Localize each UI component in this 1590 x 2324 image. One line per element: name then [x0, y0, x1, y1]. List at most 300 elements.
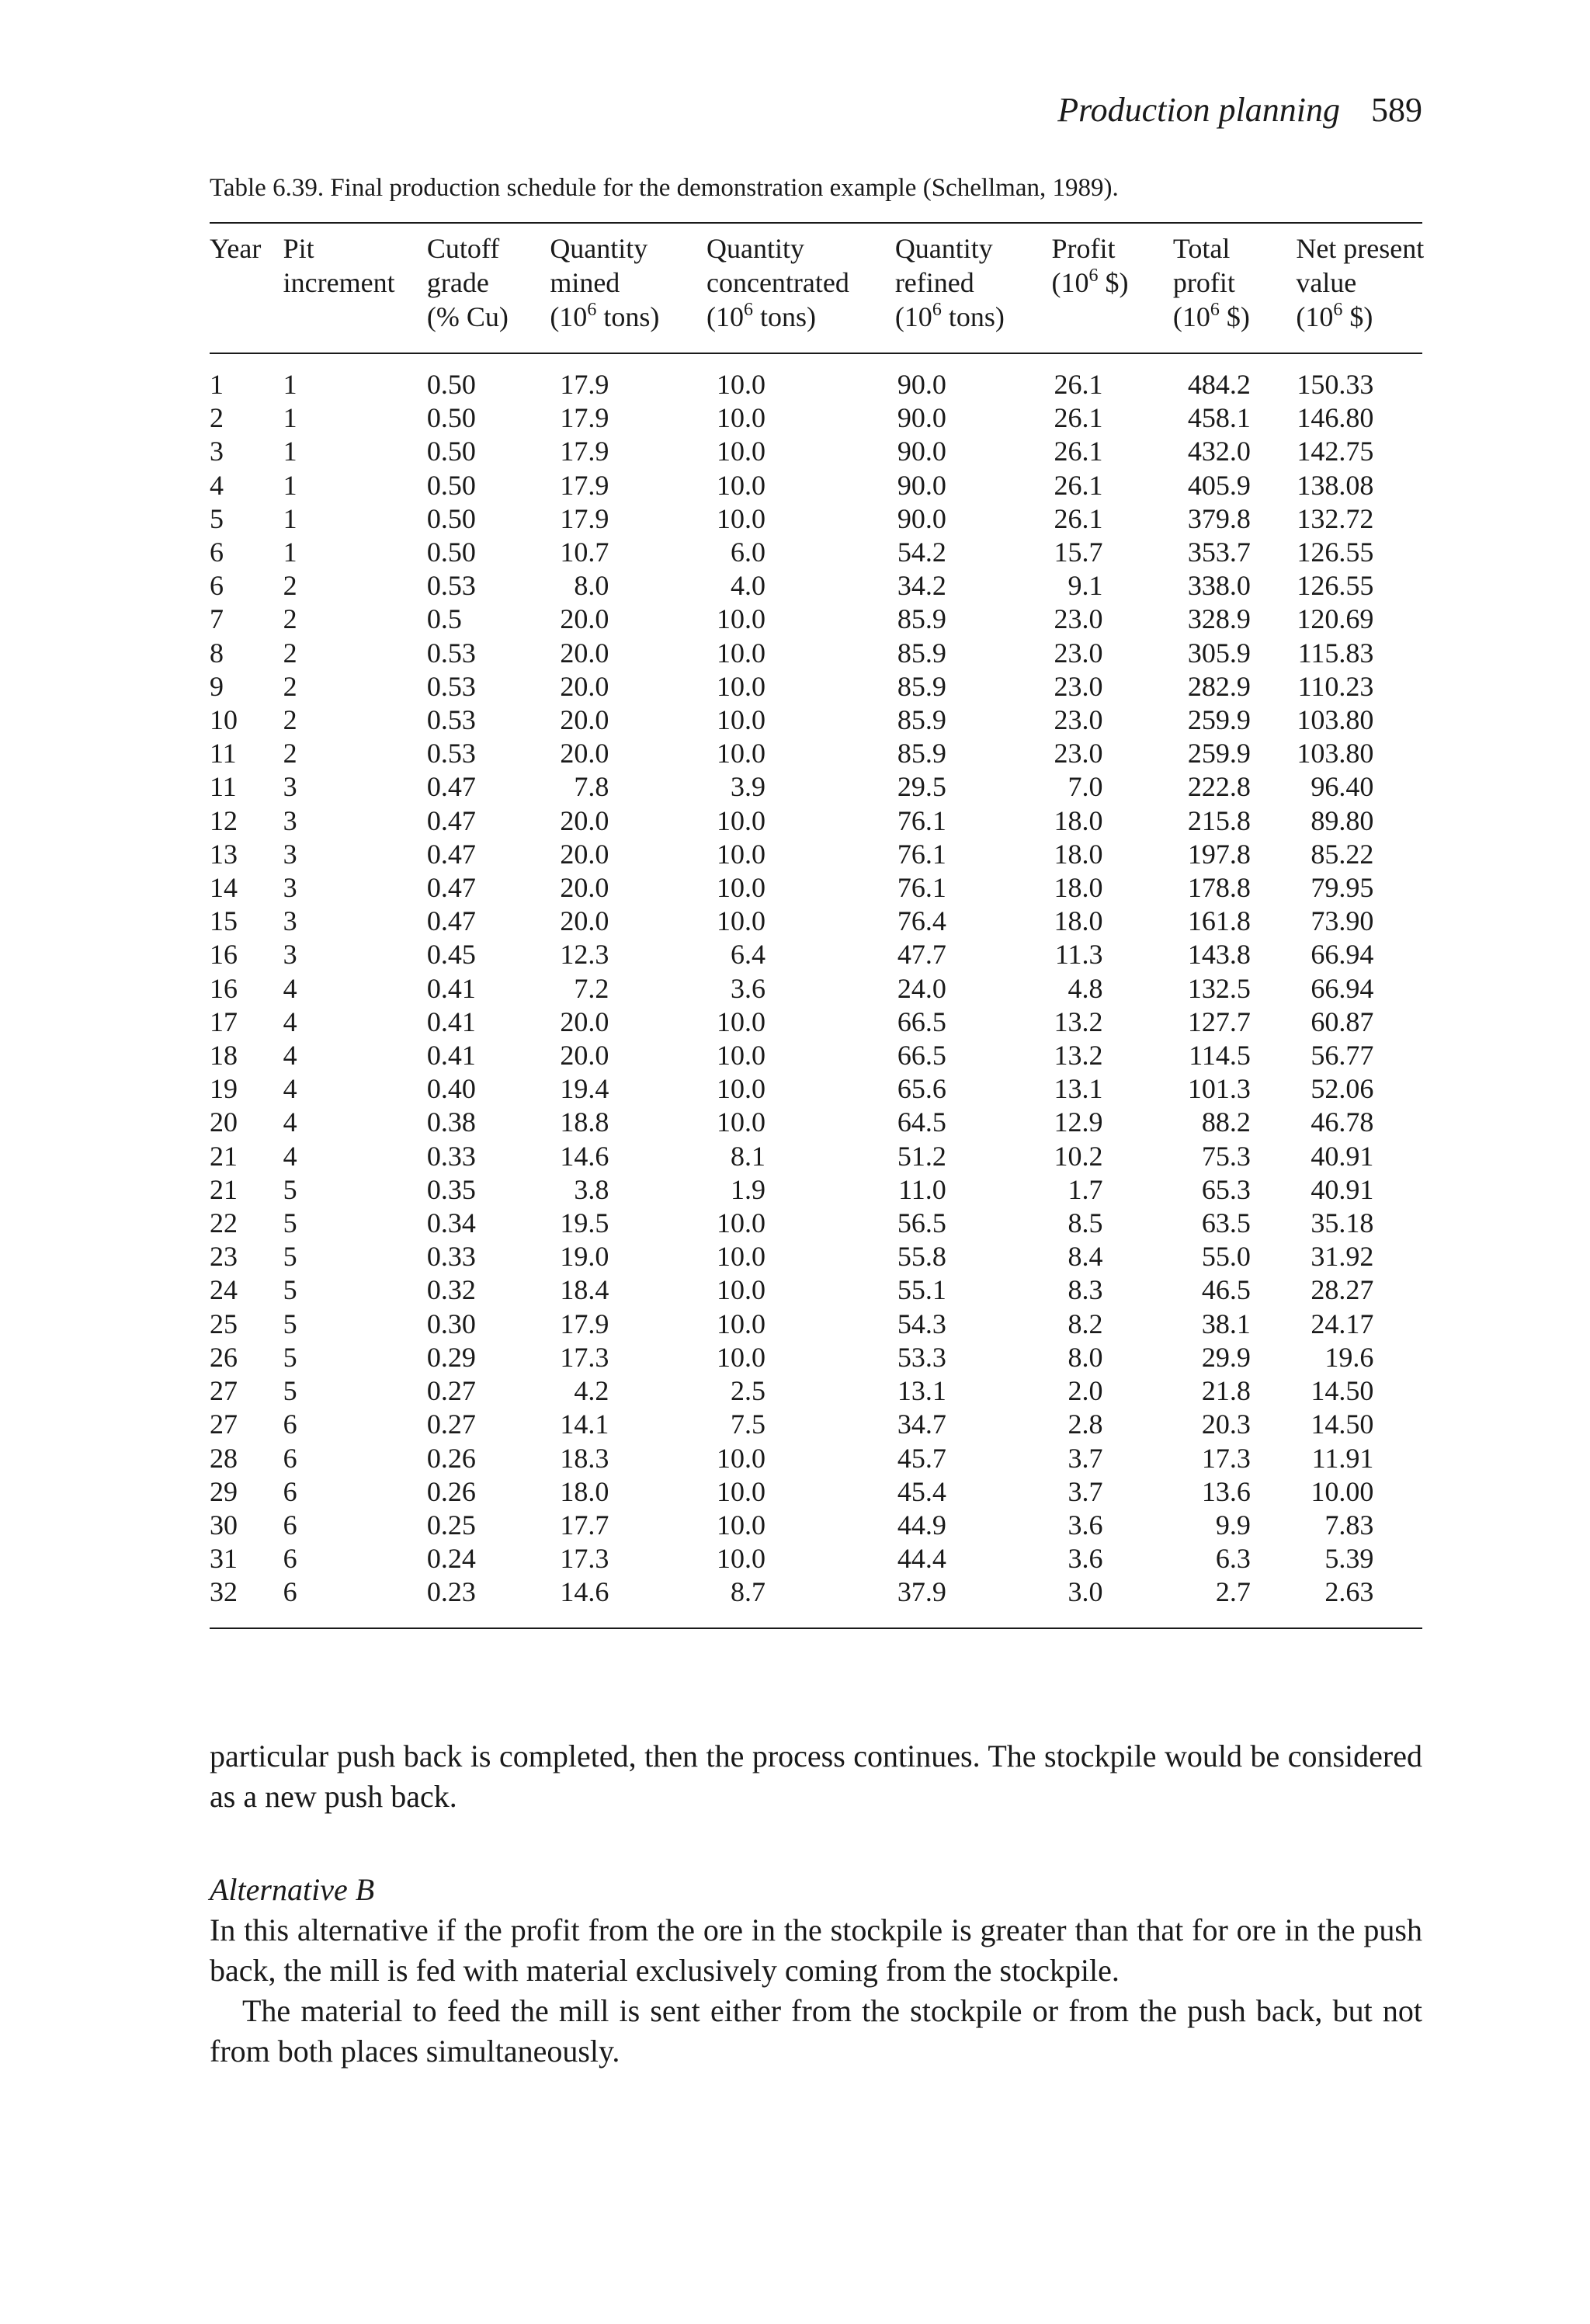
cell-year: 26 [210, 1341, 238, 1373]
cell-concentrated: 10.0 [716, 738, 765, 769]
cell-pit: 5 [283, 1241, 297, 1273]
cell-profit: 7.0 [1068, 771, 1103, 803]
cell-total-profit: 88.2 [1201, 1106, 1251, 1138]
cell-npv: 79.95 [1311, 872, 1374, 904]
cell-cutoff: 0.41 [426, 972, 476, 1004]
cell-cutoff: 0.26 [426, 1442, 476, 1474]
table-row [210, 469, 1422, 502]
cell-concentrated: 10.0 [716, 1308, 765, 1339]
cell-pit: 1 [283, 402, 297, 434]
cell-refined: 85.9 [897, 670, 946, 702]
cell-mined: 14.1 [560, 1409, 609, 1440]
cell-cutoff: 0.47 [426, 838, 476, 870]
cell-concentrated: 10.0 [716, 804, 765, 836]
cell-profit: 3.7 [1068, 1442, 1103, 1474]
cell-profit: 11.3 [1054, 939, 1103, 971]
cell-year: 27 [210, 1375, 238, 1407]
cell-refined: 66.5 [897, 1040, 946, 1072]
cell-concentrated: 10.0 [716, 1106, 765, 1138]
cell-pit: 3 [283, 905, 297, 937]
table-row [210, 1273, 1422, 1307]
table-row [210, 737, 1422, 770]
cell-pit: 5 [283, 1207, 297, 1239]
cell-cutoff: 0.30 [426, 1308, 476, 1339]
cell-cutoff: 0.53 [426, 570, 476, 602]
table-row [210, 502, 1422, 536]
cell-cutoff: 0.24 [426, 1543, 476, 1575]
cell-pit: 2 [283, 637, 297, 669]
cell-pit: 6 [283, 1543, 297, 1575]
table-row [210, 368, 1422, 401]
cell-profit: 18.0 [1054, 905, 1103, 937]
cell-pit: 6 [283, 1409, 297, 1440]
cell-mined: 12.3 [560, 939, 609, 971]
cell-cutoff: 0.26 [426, 1475, 476, 1507]
cell-pit: 6 [283, 1576, 297, 1608]
cell-pit: 3 [283, 939, 297, 971]
cell-refined: 85.9 [897, 637, 946, 669]
cell-profit: 26.1 [1054, 469, 1103, 501]
table-header-rule [210, 353, 1422, 354]
table-row [210, 1475, 1422, 1509]
cell-concentrated: 10.0 [716, 838, 765, 870]
cell-profit: 3.6 [1068, 1543, 1103, 1575]
cell-pit: 5 [283, 1173, 297, 1205]
cell-year: 10 [210, 704, 238, 736]
cell-concentrated: 10.0 [716, 1006, 765, 1037]
cell-profit: 3.7 [1068, 1475, 1103, 1507]
cell-profit: 3.6 [1068, 1509, 1103, 1541]
cell-profit: 3.0 [1068, 1576, 1103, 1608]
cell-pit: 2 [283, 704, 297, 736]
cell-year: 4 [210, 469, 224, 501]
cell-year: 14 [210, 872, 238, 904]
cell-cutoff: 0.33 [426, 1140, 476, 1172]
table-row [210, 1173, 1422, 1207]
cell-cutoff: 0.53 [426, 670, 476, 702]
cell-mined: 17.9 [560, 502, 609, 534]
cell-mined: 20.0 [560, 905, 609, 937]
cell-year: 7 [210, 603, 224, 635]
cell-concentrated: 4.0 [730, 570, 765, 602]
cell-total-profit: 63.5 [1201, 1207, 1251, 1239]
cell-mined: 4.2 [574, 1375, 609, 1407]
cell-total-profit: 17.3 [1201, 1442, 1251, 1474]
table-row [210, 536, 1422, 569]
cell-npv: 150.33 [1297, 369, 1374, 400]
cell-npv: 138.08 [1297, 469, 1374, 501]
cell-total-profit: 215.8 [1187, 804, 1251, 836]
cell-total-profit: 21.8 [1201, 1375, 1251, 1407]
cell-cutoff: 0.33 [426, 1241, 476, 1273]
cell-year: 5 [210, 502, 224, 534]
cell-pit: 1 [283, 502, 297, 534]
cell-pit: 4 [283, 1106, 297, 1138]
cell-cutoff: 0.32 [426, 1274, 476, 1306]
cell-mined: 14.6 [560, 1140, 609, 1172]
cell-mined: 17.7 [560, 1509, 609, 1541]
cell-year: 1 [210, 369, 224, 400]
cell-profit: 13.1 [1054, 1073, 1103, 1105]
cell-concentrated: 10.0 [716, 1040, 765, 1072]
cell-npv: 103.80 [1297, 738, 1374, 769]
table-row [210, 770, 1422, 804]
cell-total-profit: 20.3 [1201, 1409, 1251, 1440]
cell-pit: 6 [283, 1442, 297, 1474]
cell-cutoff: 0.47 [426, 771, 476, 803]
cell-npv: 19.6 [1324, 1341, 1374, 1373]
cell-year: 2 [210, 402, 224, 434]
cell-npv: 35.18 [1311, 1207, 1374, 1239]
cell-total-profit: 305.9 [1187, 637, 1251, 669]
cell-refined: 65.6 [897, 1073, 946, 1105]
cell-cutoff: 0.53 [426, 738, 476, 769]
cell-profit: 18.0 [1054, 838, 1103, 870]
section-heading-alternative-b: Alternative B [210, 1872, 375, 1907]
cell-mined: 20.0 [560, 804, 609, 836]
cell-mined: 20.0 [560, 637, 609, 669]
cell-mined: 17.9 [560, 369, 609, 400]
cell-year: 9 [210, 670, 224, 702]
cell-mined: 20.0 [560, 1006, 609, 1037]
cell-total-profit: 132.5 [1187, 972, 1251, 1004]
cell-refined: 47.7 [897, 939, 946, 971]
cell-mined: 17.3 [560, 1341, 609, 1373]
cell-profit: 2.8 [1068, 1409, 1103, 1440]
cell-cutoff: 0.5 [426, 603, 462, 635]
cell-mined: 3.8 [574, 1173, 609, 1205]
cell-npv: 46.78 [1311, 1106, 1374, 1138]
cell-mined: 19.4 [560, 1073, 609, 1105]
cell-profit: 23.0 [1054, 738, 1103, 769]
cell-year: 11 [210, 771, 237, 803]
cell-total-profit: 9.9 [1215, 1509, 1251, 1541]
cell-profit: 23.0 [1054, 704, 1103, 736]
cell-npv: 66.94 [1311, 972, 1374, 1004]
cell-concentrated: 10.0 [716, 369, 765, 400]
cell-refined: 11.0 [898, 1173, 946, 1205]
cell-profit: 2.0 [1068, 1375, 1103, 1407]
cell-pit: 6 [283, 1509, 297, 1541]
cell-concentrated: 8.1 [730, 1140, 765, 1172]
cell-total-profit: 338.0 [1187, 570, 1251, 602]
cell-mined: 8.0 [574, 570, 609, 602]
cell-concentrated: 10.0 [716, 905, 765, 937]
cell-cutoff: 0.29 [426, 1341, 476, 1373]
cell-total-profit: 55.0 [1201, 1241, 1251, 1273]
cell-concentrated: 10.0 [716, 1073, 765, 1105]
cell-mined: 18.4 [560, 1274, 609, 1306]
cell-profit: 26.1 [1054, 436, 1103, 467]
cell-refined: 66.5 [897, 1006, 946, 1037]
cell-profit: 23.0 [1054, 637, 1103, 669]
cell-cutoff: 0.41 [426, 1006, 476, 1037]
cell-refined: 54.3 [897, 1308, 946, 1339]
cell-npv: 28.27 [1311, 1274, 1374, 1306]
cell-total-profit: 75.3 [1201, 1140, 1251, 1172]
cell-npv: 24.17 [1311, 1308, 1374, 1339]
table-row [210, 435, 1422, 468]
table-row [210, 637, 1422, 670]
table-row [210, 804, 1422, 838]
cell-cutoff: 0.41 [426, 1040, 476, 1072]
cell-profit: 23.0 [1054, 670, 1103, 702]
cell-concentrated: 2.5 [730, 1375, 765, 1407]
cell-refined: 90.0 [897, 402, 946, 434]
cell-concentrated: 10.0 [716, 1207, 765, 1239]
cell-year: 28 [210, 1442, 238, 1474]
table-row [210, 1039, 1422, 1072]
cell-refined: 45.4 [897, 1475, 946, 1507]
cell-pit: 3 [283, 804, 297, 836]
cell-npv: 56.77 [1311, 1040, 1374, 1072]
cell-cutoff: 0.47 [426, 804, 476, 836]
table-row [210, 1509, 1422, 1542]
cell-mined: 20.0 [560, 838, 609, 870]
cell-refined: 76.1 [897, 838, 946, 870]
cell-pit: 5 [283, 1308, 297, 1339]
table-row [210, 603, 1422, 636]
cell-total-profit: 101.3 [1187, 1073, 1251, 1105]
cell-pit: 1 [283, 469, 297, 501]
cell-cutoff: 0.27 [426, 1409, 476, 1440]
cell-concentrated: 6.0 [730, 537, 765, 568]
cell-npv: 115.83 [1297, 637, 1374, 669]
cell-concentrated: 10.0 [716, 872, 765, 904]
cell-npv: 85.22 [1311, 838, 1374, 870]
cell-year: 32 [210, 1576, 238, 1608]
cell-total-profit: 2.7 [1215, 1576, 1251, 1608]
cell-year: 6 [210, 570, 224, 602]
cell-refined: 85.9 [897, 704, 946, 736]
cell-profit: 4.8 [1068, 972, 1103, 1004]
cell-concentrated: 10.0 [716, 1341, 765, 1373]
cell-total-profit: 432.0 [1187, 436, 1251, 467]
cell-mined: 20.0 [560, 1040, 609, 1072]
cell-refined: 45.7 [897, 1442, 946, 1474]
cell-mined: 17.9 [560, 469, 609, 501]
cell-concentrated: 7.5 [730, 1409, 765, 1440]
header-profit: Profit ($10^6$ $) [1051, 233, 1129, 298]
cell-cutoff: 0.50 [426, 469, 476, 501]
cell-profit: 8.4 [1068, 1241, 1103, 1273]
paragraph-mill-feed: The material to feed the mill is sent either from the stockpile or from the push back, but not from both places simultaneously. [210, 1993, 1422, 2069]
cell-cutoff: 0.38 [426, 1106, 476, 1138]
cell-pit: 2 [283, 738, 297, 769]
cell-pit: 3 [283, 771, 297, 803]
header-cutoff: Cutoff grade (% Cu) [426, 233, 509, 332]
cell-pit: 2 [283, 670, 297, 702]
cell-npv: 96.40 [1311, 771, 1374, 803]
cell-total-profit: 353.7 [1187, 537, 1251, 568]
cell-cutoff: 0.35 [426, 1173, 476, 1205]
cell-npv: 146.80 [1297, 402, 1374, 434]
cell-pit: 4 [283, 972, 297, 1004]
cell-cutoff: 0.40 [426, 1073, 476, 1105]
cell-concentrated: 10.0 [716, 502, 765, 534]
cell-refined: 51.2 [897, 1140, 946, 1172]
table-row [210, 1374, 1422, 1408]
cell-refined: 34.7 [897, 1409, 946, 1440]
cell-mined: 20.0 [560, 670, 609, 702]
cell-npv: 14.50 [1311, 1409, 1374, 1440]
cell-npv: 40.91 [1311, 1140, 1374, 1172]
table-row [210, 1442, 1422, 1475]
cell-refined: 76.1 [897, 804, 946, 836]
cell-year: 21 [210, 1173, 238, 1205]
cell-cutoff: 0.47 [426, 905, 476, 937]
cell-npv: 73.90 [1311, 905, 1374, 937]
cell-refined: 34.2 [897, 570, 946, 602]
cell-pit: 1 [283, 436, 297, 467]
cell-profit: 18.0 [1054, 804, 1103, 836]
cell-total-profit: 379.8 [1187, 502, 1251, 534]
cell-cutoff: 0.53 [426, 704, 476, 736]
header-year: Year [210, 233, 262, 264]
cell-refined: 90.0 [897, 369, 946, 400]
cell-concentrated: 10.0 [716, 402, 765, 434]
cell-total-profit: 282.9 [1187, 670, 1251, 702]
table-row [210, 1542, 1422, 1575]
cell-concentrated: 10.0 [716, 603, 765, 635]
cell-total-profit: 46.5 [1201, 1274, 1251, 1306]
cell-concentrated: 10.0 [716, 637, 765, 669]
cell-pit: 1 [283, 537, 297, 568]
table-row [210, 938, 1422, 971]
cell-concentrated: 10.0 [716, 1543, 765, 1575]
cell-refined: 90.0 [897, 502, 946, 534]
cell-pit: 3 [283, 872, 297, 904]
table-caption: Table 6.39. Final production schedule for the demonstration example (Schellman, 1989). [210, 174, 1119, 202]
cell-cutoff: 0.53 [426, 637, 476, 669]
table-row [210, 1575, 1422, 1609]
cell-total-profit: 29.9 [1201, 1341, 1251, 1373]
cell-refined: 90.0 [897, 436, 946, 467]
cell-total-profit: 13.6 [1201, 1475, 1251, 1507]
cell-cutoff: 0.50 [426, 502, 476, 534]
cell-refined: 37.9 [897, 1576, 946, 1608]
cell-mined: 17.9 [560, 402, 609, 434]
cell-npv: 10.00 [1311, 1475, 1374, 1507]
cell-year: 13 [210, 838, 238, 870]
cell-year: 29 [210, 1475, 238, 1507]
cell-year: 15 [210, 905, 238, 937]
cell-npv: 11.91 [1311, 1442, 1374, 1474]
cell-total-profit: 114.5 [1189, 1040, 1251, 1072]
cell-total-profit: 143.8 [1187, 939, 1251, 971]
table-row [210, 1240, 1422, 1273]
cell-cutoff: 0.25 [426, 1509, 476, 1541]
cell-refined: 85.9 [897, 738, 946, 769]
cell-concentrated: 3.6 [730, 972, 765, 1004]
cell-npv: 126.55 [1297, 537, 1374, 568]
cell-npv: 60.87 [1311, 1006, 1374, 1037]
cell-total-profit: 178.8 [1187, 872, 1251, 904]
table-bottom-rule [210, 1627, 1422, 1629]
cell-mined: 7.8 [574, 771, 609, 803]
header-total-profit: Total profit ($10^6$ $) [1172, 233, 1250, 332]
header-pit: Pit increment [283, 233, 395, 298]
cell-pit: 4 [283, 1140, 297, 1172]
cell-total-profit: 222.8 [1187, 771, 1251, 803]
cell-concentrated: 10.0 [716, 1241, 765, 1273]
cell-npv: 66.94 [1311, 939, 1374, 971]
cell-mined: 20.0 [560, 603, 609, 635]
cell-profit: 18.0 [1054, 872, 1103, 904]
cell-mined: 17.9 [560, 436, 609, 467]
cell-profit: 13.2 [1054, 1040, 1103, 1072]
cell-pit: 2 [283, 570, 297, 602]
cell-year: 25 [210, 1308, 238, 1339]
cell-refined: 44.4 [897, 1543, 946, 1575]
cell-concentrated: 10.0 [716, 670, 765, 702]
table-row [210, 1072, 1422, 1106]
cell-pit: 3 [283, 838, 297, 870]
cell-year: 31 [210, 1543, 238, 1575]
cell-total-profit: 484.2 [1187, 369, 1251, 400]
table-row [210, 905, 1422, 938]
cell-profit: 8.5 [1068, 1207, 1103, 1239]
cell-mined: 20.0 [560, 872, 609, 904]
cell-refined: 53.3 [897, 1341, 946, 1373]
cell-profit: 8.3 [1068, 1274, 1103, 1306]
cell-year: 19 [210, 1073, 238, 1105]
cell-year: 16 [210, 939, 238, 971]
cell-mined: 14.6 [560, 1576, 609, 1608]
cell-cutoff: 0.50 [426, 436, 476, 467]
header-refined: Quantity refined ($10^6$ tons) [894, 233, 1005, 332]
table-row [210, 1408, 1422, 1441]
cell-concentrated: 10.0 [716, 704, 765, 736]
cell-year: 17 [210, 1006, 238, 1037]
cell-profit: 13.2 [1054, 1006, 1103, 1037]
cell-total-profit: 197.8 [1187, 838, 1251, 870]
table-row [210, 838, 1422, 871]
running-head [1057, 93, 1422, 127]
cell-profit: 10.2 [1054, 1140, 1103, 1172]
table-row [210, 670, 1422, 703]
cell-mined: 19.5 [560, 1207, 609, 1239]
cell-npv: 103.80 [1297, 704, 1374, 736]
cell-year: 16 [210, 972, 238, 1004]
cell-year: 27 [210, 1409, 238, 1440]
cell-total-profit: 6.3 [1215, 1543, 1251, 1575]
cell-refined: 29.5 [897, 771, 946, 803]
cell-year: 11 [210, 738, 237, 769]
cell-year: 12 [210, 804, 238, 836]
cell-pit: 5 [283, 1341, 297, 1373]
cell-pit: 6 [283, 1475, 297, 1507]
cell-profit: 15.7 [1054, 537, 1103, 568]
header-concentrated: Quantity concentrated ($10^6$ tons) [706, 233, 849, 332]
cell-total-profit: 259.9 [1187, 704, 1251, 736]
table-body [210, 368, 1422, 1610]
cell-npv: 110.23 [1297, 670, 1374, 702]
cell-npv: 132.72 [1297, 502, 1374, 534]
table-row [210, 972, 1422, 1006]
cell-profit: 26.1 [1054, 502, 1103, 534]
cell-year: 18 [210, 1040, 238, 1072]
cell-profit: 26.1 [1054, 402, 1103, 434]
cell-total-profit: 328.9 [1187, 603, 1251, 635]
table-row [210, 871, 1422, 905]
cell-npv: 126.55 [1297, 570, 1374, 602]
cell-concentrated: 10.0 [716, 469, 765, 501]
cell-pit: 4 [283, 1073, 297, 1105]
table-row [210, 1006, 1422, 1039]
cell-profit: 1.7 [1068, 1173, 1103, 1205]
cell-refined: 85.9 [897, 603, 946, 635]
